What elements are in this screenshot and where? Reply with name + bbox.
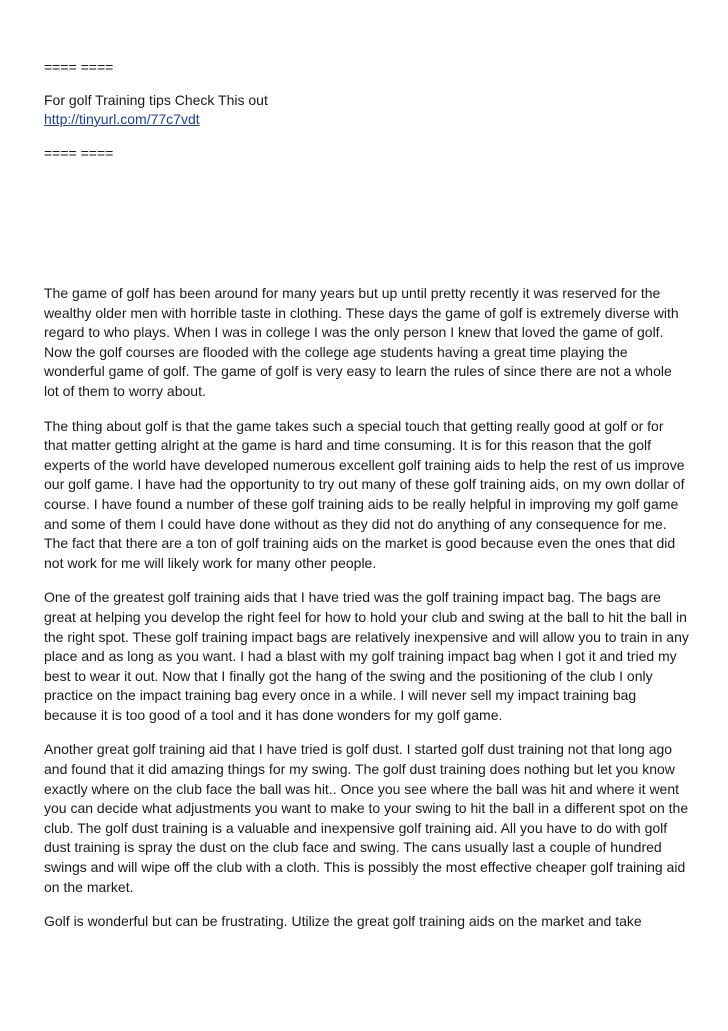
paragraph-4: Another great golf training aid that I have tried is golf dust. I started golf dust training not that long ago and found that it did amazing things for my swing. The golf dust training does nothing but let you know exactly where on the club face the ball was hit.. Once you see where the ball was hit and where it went you can decide what adjustments you want to make to your swing to hit the ball in a different spot on the club. The golf dust training is a valuable and inexpensive golf training aid. All you have to do with golf dust training is spray the dust on the club face and swing. The cans usually last a couple of hundred swings and will wipe off the club with a cloth. This is possibly the most effective cheaper golf training aid on the market. [44,741,689,895]
header-block [44,58,689,163]
paragraph-5: Golf is wonderful but can be frustrating. Utilize the great golf training aids on the market and take [44,913,642,930]
tinyurl-link[interactable]: http://tinyurl.com/77c7vdt [44,111,200,127]
separator-bottom: ==== ==== [44,145,114,161]
article-body [44,284,689,947]
paragraph-1: The game of golf has been around for many years but up until pretty recently it was reserved for the wealthy older men with horrible taste in clothing. These days the game of golf is extremely diverse with regard to who plays. When I was in college I was the only person I knew that loved the game of golf. Now the golf courses are flooded with the college age students having a great time playing the wonderful game of golf. The game of golf is very easy to learn the rules of since there are not a whole lot of them to worry about. [44,285,679,399]
intro-text: For golf Training tips Check This out [44,92,268,108]
separator-top: ==== ==== [44,59,114,75]
paragraph-2: The thing about golf is that the game takes such a special touch that getting really good at golf or for that matter getting alright at the game is hard and time consuming. It is for this reason that the golf experts of the world have developed numerous excellent golf training aids to help the rest of us improve our golf game. I have had the opportunity to try out many of these golf training aids, on my own dollar of course. I have found a number of these golf training aids to be really helpful in improving my golf game and some of them I could have done without as they did not do anything of any consequence for me. The fact that there are a ton of golf training aids on the market is good because even the ones that did not work for me will likely work for many other people. [44,417,685,571]
paragraph-3: One of the greatest golf training aids that I have tried was the golf training impact bag. The bags are great at helping you develop the right feel for how to hold your club and swing at the ball to hit the ball in the right spot. These golf training impact bags are relatively inexpensive and will allow you to train in any place and as long as you want. I had a blast with my golf training impact bag when I got it and tried my best to wear it out. Now that I finally got the hang of the swing and the positioning of the club I only practice on the impact training bag every once in a while. I will never sell my impact training bag because it is too good of a tool and it has done wonders for my golf game. [44,589,689,723]
